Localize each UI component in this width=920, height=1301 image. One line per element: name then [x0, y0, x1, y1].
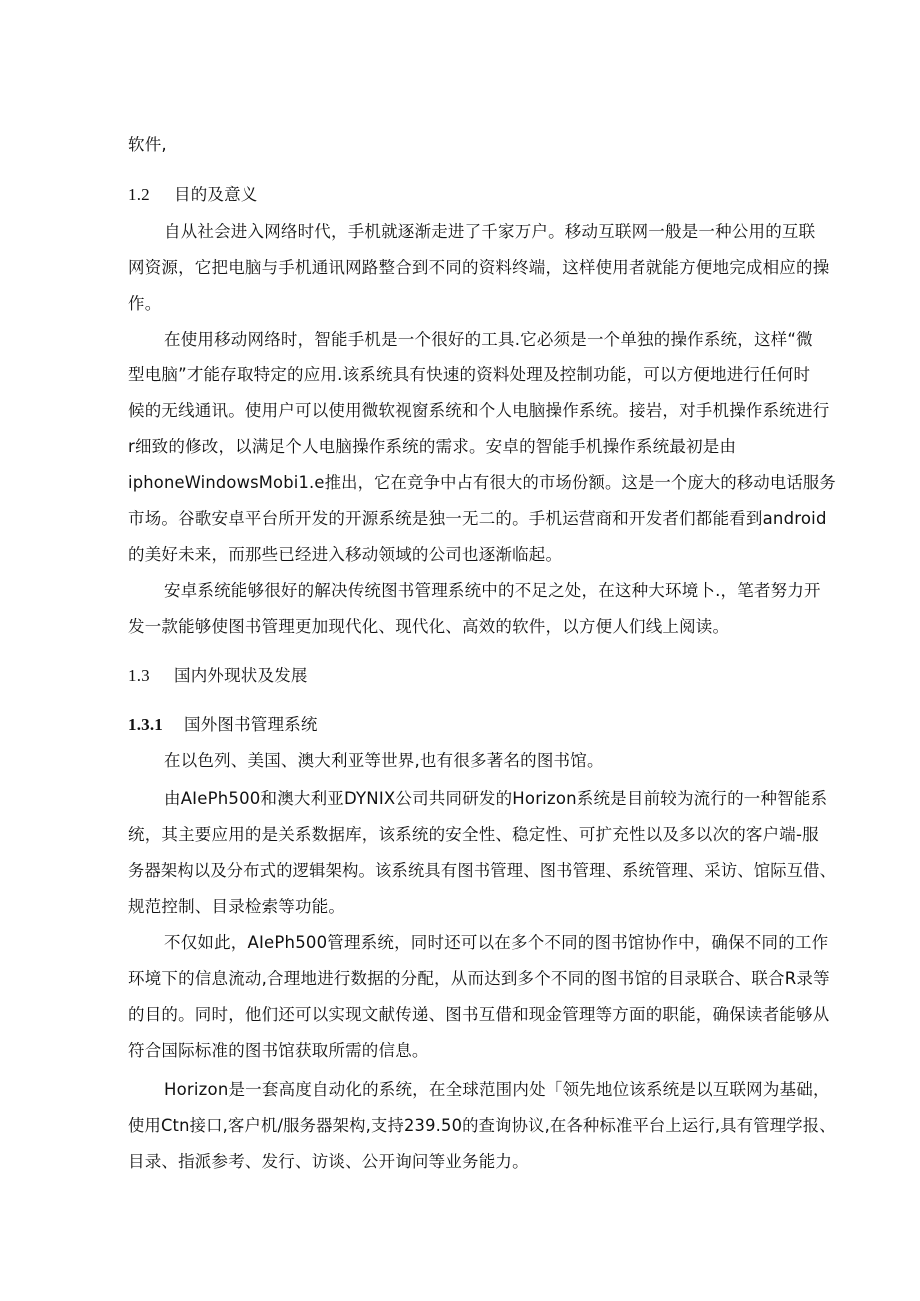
paragraph-line: 目录、指派参考、发行、访谈、公开询问等业务能力。: [128, 1152, 529, 1171]
paragraph-line: 作。: [128, 294, 162, 313]
paragraph-line: 务器架构以及分布式的逻辑架构。该系统具有图书管理、图书管理、系统管理、采访、馆际互借、: [128, 861, 837, 880]
paragraph-line: 环境下的信息流动,合理地进行数据的分配，从而达到多个不同的图书馆的目录联合、联合R录等: [128, 969, 830, 988]
section-number: 1.3: [128, 666, 150, 685]
paragraph-line: 规范控制、目录检索等功能。: [128, 897, 346, 916]
paragraph-line: 由AIePh500和澳大利亚DYNIX公司共同研发的Horizon系统是目前较为流行的一种智能系: [164, 789, 828, 808]
section-heading-1-2: [128, 181, 258, 205]
paragraph-line: 符合国际标准的图书馆获取所需的信息。: [128, 1041, 429, 1060]
paragraph-line: 的美好未来，而那些已经进入移动领域的公司也逐渐临起。: [128, 545, 563, 564]
paragraph-line: 的目的。同时，他们还可以实现文献传递、图书互借和现金管理等方面的职能，确保读者能够从: [128, 1005, 830, 1024]
paragraph-line: iphoneWindowsMobi1.e推出，它在竞争中占有很大的市场份额。这是一个庞大的移动电话服务: [128, 473, 836, 492]
paragraph-line: 市场。谷歌安卓平台所开发的开源系统是独一无二的。手机运营商和开发者们都能看到android: [128, 509, 827, 528]
section-heading-1-3-1: [128, 711, 318, 735]
paragraph-line: 统，其主要应用的是关系数据库，该系统的安全性、稳定性、可扩充性以及多以次的客户端-服: [128, 825, 819, 844]
paragraph-line: 不仅如此，AIePh500管理系统，同时还可以在多个不同的图书馆协作中，确保不同的工作: [164, 933, 829, 952]
subsection-title: 国外图书管理系统: [184, 715, 318, 734]
paragraph-line: 型电脑”才能存取特定的应用.该系统具有快速的资料处理及控制功能，可以方便地进行任何时: [128, 365, 811, 384]
paragraph-line: 候的无线通讯。使用户可以使用微软视窗系统和个人电脑操作系统。接岩，对手机操作系统进行: [128, 401, 830, 420]
paragraph-line: 使用Ctn接口,客户机/服务器架构,支持239.50的查询协议,在各种标准平台上运行,具有管理学报、: [128, 1116, 836, 1135]
paragraph-line: 在以色列、美国、澳大利亚等世界,也有很多著名的图书馆。: [164, 751, 604, 770]
paragraph-line: Horizon是一套高度自动化的系统，在全球范围内处「领先地位该系统是以互联网为基础，: [164, 1080, 830, 1099]
paragraph-line: r细致的修改，以满足个人电脑操作系统的需求。安卓的智能手机操作系统最初是由: [128, 437, 737, 456]
paragraph-line: 发一款能够使图书管理更加现代化、现代化、高效的软件，以方便人们线上阅读。: [128, 617, 730, 636]
section-title: 目的及意义: [174, 185, 258, 204]
paragraph-line: 网资源，它把电脑与手机通讯网路整合到不同的资料终端，这样使用者就能方便地完成相应的操: [128, 258, 830, 277]
subsection-number: 1.3.1: [128, 715, 163, 734]
paragraph-line: 在使用移动网络时，智能手机是一个很好的工具.它必须是一个单独的操作系统，这样“微: [164, 330, 813, 349]
section-heading-1-3: [128, 662, 308, 686]
section-number: 1.2: [128, 185, 150, 204]
paragraph-line: 安卓系统能够很好的解决传统图书管理系统中的不足之处，在这种大环境卜.，笔者努力开: [164, 581, 821, 600]
section-title: 国内外现状及发展: [174, 666, 308, 685]
top-fragment: 软件,: [128, 135, 167, 154]
paragraph-line: 自从社会进入网络时代，手机就逐渐走进了千家万户。移动互联网一般是一种公用的互联: [164, 222, 816, 241]
